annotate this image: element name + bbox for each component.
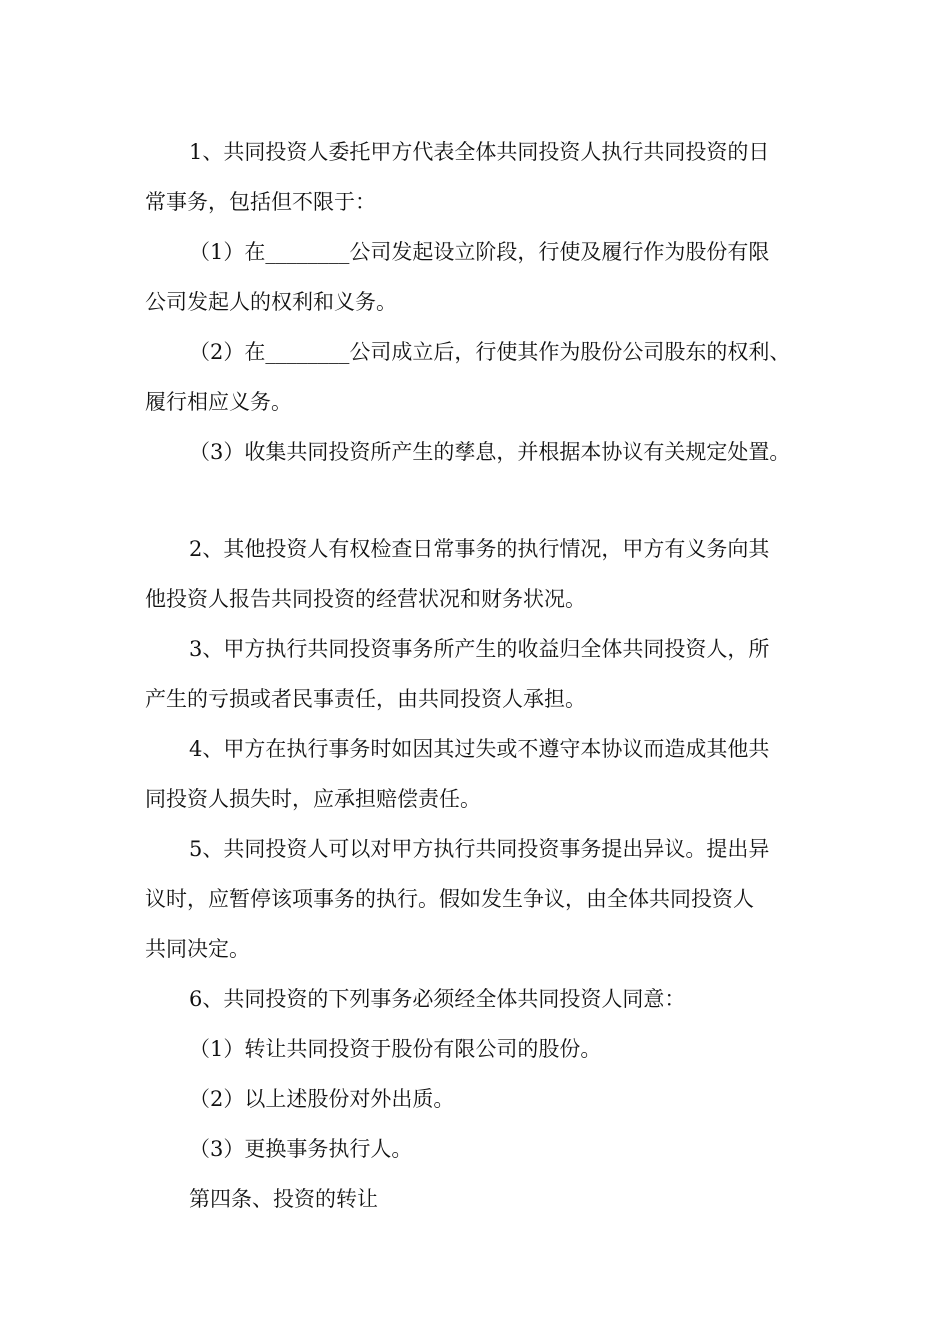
paragraph-line: 3、甲方执行共同投资事务所产生的收益归全体共同投资人，所 xyxy=(189,637,770,661)
paragraph-line: 同投资人损失时，应承担赔偿责任。 xyxy=(145,787,481,811)
section-heading: 第四条、投资的转让 xyxy=(189,1187,378,1211)
paragraph-line: 共同决定。 xyxy=(145,937,250,961)
text-block-1 xyxy=(145,127,825,477)
paragraph-line: 6、共同投资的下列事务必须经全体共同投资人同意： xyxy=(189,987,686,1011)
paragraph-line: 2、其他投资人有权检查日常事务的执行情况，甲方有义务向其 xyxy=(189,537,770,561)
text-block-2 xyxy=(145,524,825,1224)
paragraph-line: 5、共同投资人可以对甲方执行共同投资事务提出异议。提出异 xyxy=(189,837,770,861)
paragraph-line: 4、甲方在执行事务时如因其过失或不遵守本协议而造成其他共 xyxy=(189,737,770,761)
paragraph-line: （2）在________公司成立后，行使其作为股份公司股东的权利、 xyxy=(189,340,791,364)
paragraph-line: 产生的亏损或者民事责任，由共同投资人承担。 xyxy=(145,687,586,711)
paragraph-line: 公司发起人的权利和义务。 xyxy=(145,290,397,314)
paragraph-line: 常事务，包括但不限于： xyxy=(145,190,376,214)
paragraph-line: （3）更换事务执行人。 xyxy=(189,1137,413,1161)
paragraph-line: 履行相应义务。 xyxy=(145,390,292,414)
paragraph-line: 他投资人报告共同投资的经营状况和财务状况。 xyxy=(145,587,586,611)
paragraph-line: （3）收集共同投资所产生的孳息，并根据本协议有关规定处置。 xyxy=(189,440,791,464)
paragraph-line: （2）以上述股份对外出质。 xyxy=(189,1087,455,1111)
paragraph-line: 议时，应暂停该项事务的执行。假如发生争议，由全体共同投资人 xyxy=(145,887,754,911)
paragraph-line: （1）转让共同投资于股份有限公司的股份。 xyxy=(189,1037,602,1061)
paragraph-line: 1、共同投资人委托甲方代表全体共同投资人执行共同投资的日 xyxy=(189,140,770,164)
paragraph-line: （1）在________公司发起设立阶段，行使及履行作为股份有限 xyxy=(189,240,770,264)
